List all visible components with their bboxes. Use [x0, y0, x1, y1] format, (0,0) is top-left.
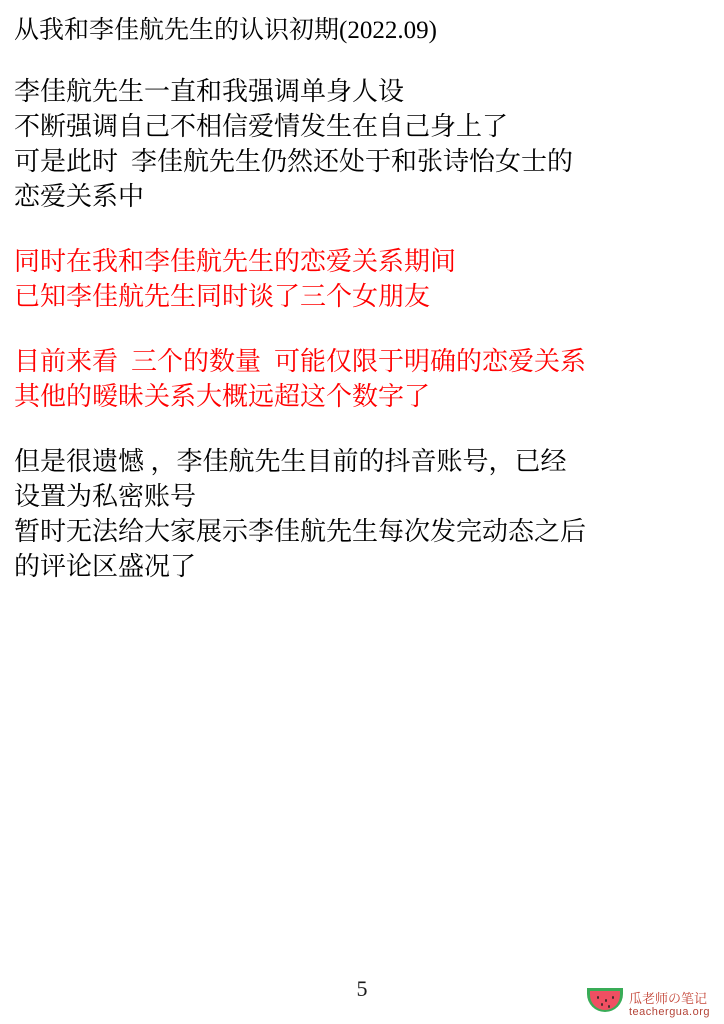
spacer [14, 414, 712, 444]
paragraph-3 [14, 344, 712, 414]
spacer [14, 214, 712, 244]
watermelon-icon [587, 982, 623, 1018]
watermark-title: 瓜老师の笔记 [629, 990, 708, 1006]
text-line: 其他的暧昧关系大概远超这个数字了 [14, 382, 431, 411]
paragraph-1 [14, 74, 712, 214]
paragraph-2 [14, 244, 712, 314]
text-line: 的评论区盛况了 [14, 552, 197, 581]
text-line: 暂时无法给大家展示李佳航先生每次发完动态之后 [14, 517, 587, 546]
text-line: 已知李佳航先生同时谈了三个女朋友 [14, 282, 431, 311]
page-number: 5 [356, 976, 368, 1001]
text-line: 目前来看 三个的数量 可能仅限于明确的恋爱关系 [14, 347, 587, 376]
text-line: 可是此时 李佳航先生仍然还处于和张诗怡女士的 [14, 147, 574, 176]
text-line: 李佳航先生一直和我强调单身人设 [14, 77, 405, 106]
watermark [587, 982, 710, 1018]
text-line: 同时在我和李佳航先生的恋爱关系期间 [14, 247, 457, 276]
watermark-text [629, 992, 710, 1018]
watermark-subtitle: teachergua.org [629, 1005, 710, 1018]
text-line: 不断强调自己不相信爱情发生在自己身上了 [14, 112, 509, 141]
page-title: 从我和李佳航先生的认识初期(2022.09) [14, 17, 437, 44]
text-line: 设置为私密账号 [14, 482, 197, 511]
spacer [14, 314, 712, 344]
text-line: 恋爱关系中 [14, 182, 145, 211]
text-line: 但是很遗憾 ，李佳航先生目前的抖音账号，已经 [14, 447, 567, 476]
paragraph-4 [14, 444, 712, 584]
